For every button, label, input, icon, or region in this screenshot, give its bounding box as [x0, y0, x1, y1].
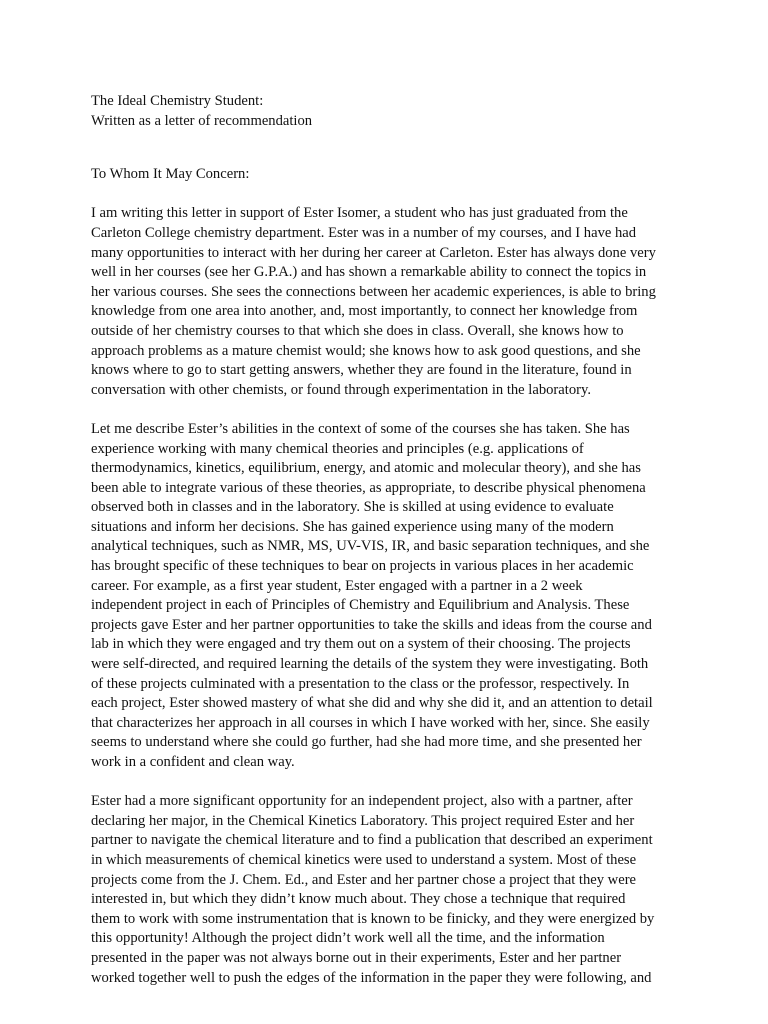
- paragraph-line: Ester had a more significant opportunity for an independent project, also with a partner, after: [91, 793, 633, 810]
- paragraph-line: Carleton College chemistry department. Ester was in a number of my courses, and I have had: [91, 224, 637, 241]
- paragraph-line: outside of her chemistry courses to that which she does in class. Overall, she knows how to: [91, 322, 624, 339]
- paragraph-line: each project, Ester showed mastery of what she did and why she did it, and an attention to detail: [91, 695, 653, 712]
- paragraph-line: been able to integrate various of these theories, as appropriate, to describe physical phenomena: [91, 479, 646, 496]
- paragraph-line: knowledge from one area into another, and, most importantly, to connect her knowledge from: [91, 303, 638, 320]
- paragraph-line: declaring her major, in the Chemical Kinetics Laboratory. This project required Ester and her: [91, 812, 635, 829]
- document-subtitle: Written as a letter of recommendation: [91, 112, 313, 129]
- paragraph-line: lab in which they were engaged and try them out on a system of their choosing. The projects: [91, 636, 631, 653]
- paragraph-line: situations and inform her decisions. She has gained experience using many of the modern: [91, 518, 614, 535]
- paragraph-line: them to work with some instrumentation that is known to be finicky, and they were energized by: [91, 910, 655, 927]
- paragraph-line: experience working with many chemical theories and principles (e.g. applications of: [91, 440, 584, 457]
- letter-body: [91, 92, 681, 988]
- paragraph-line: approach problems as a mature chemist would; she knows how to ask good questions, and she: [91, 342, 641, 359]
- paragraph-line: of these projects culminated with a presentation to the class or the professor, respectively. In: [91, 675, 630, 692]
- paragraph-line: her various courses. She sees the connections between her academic experiences, is able to bring: [91, 283, 656, 300]
- paragraph-line: interested in, but which they didn’t know much about. They chose a technique that required: [91, 891, 626, 908]
- paragraph-line: Let me describe Ester’s abilities in the context of some of the courses she has taken. She has: [91, 420, 630, 437]
- paragraph-line: analytical techniques, such as NMR, MS, UV-VIS, IR, and basic separation techniques, and she: [91, 538, 650, 555]
- paragraph-line: were self-directed, and required learning the details of the system they were investigating. Both: [91, 656, 649, 673]
- paragraph-line: well in her courses (see her G.P.A.) and has shown a remarkable ability to connect the topics in: [91, 264, 647, 281]
- paragraph-line: presented in the paper was not always borne out in their experiments, Ester and her partner: [91, 949, 622, 966]
- paragraph-line: partner to navigate the chemical literature and to find a publication that described an experiment: [91, 832, 653, 849]
- paragraph-line: work in a confident and clean way.: [91, 754, 295, 770]
- document-title: The Ideal Chemistry Student:: [91, 93, 264, 109]
- paragraph-2: [91, 420, 681, 773]
- paragraph-line: worked together well to push the edges of the information in the paper they were following, and: [91, 969, 652, 986]
- paragraph-line: I am writing this letter in support of Ester Isomer, a student who has just graduated from the: [91, 205, 628, 222]
- paragraph-line: in which measurements of chemical kinetics were used to understand a system. Most of these: [91, 851, 637, 868]
- paragraph-line: conversation with other chemists, or found through experimentation in the laboratory.: [91, 381, 591, 398]
- paragraph-line: projects gave Ester and her partner opportunities to take the skills and ideas from the course and: [91, 616, 652, 633]
- paragraph-line: many opportunities to interact with her during her career at Carleton. Ester has always done very: [91, 244, 656, 261]
- paragraph-line: career. For example, as a first year student, Ester engaged with a partner in a 2 week: [91, 577, 583, 594]
- paragraph-line: this opportunity! Although the project didn’t work well all the time, and the information: [91, 930, 605, 947]
- paragraph-line: projects come from the J. Chem. Ed., and Ester and her partner chose a project that they were: [91, 871, 637, 888]
- paragraph-line: seems to understand where she could go further, had she had more time, and she presented her: [91, 734, 642, 751]
- paragraph-line: has brought specific of these techniques to bear on projects in various places in her academic: [91, 558, 634, 575]
- paragraph-line: independent project in each of Principles of Chemistry and Equilibrium and Analysis. These: [91, 597, 630, 614]
- paragraph-line: observed both in classes and in the laboratory. She is skilled at using evidence to evaluate: [91, 499, 614, 516]
- paragraph-1: [91, 204, 681, 400]
- paragraph-3: [91, 792, 681, 988]
- paragraph-line: knows where to go to start getting answers, whether they are found in the literature, found in: [91, 362, 632, 379]
- paragraph-line: thermodynamics, kinetics, equilibrium, energy, and atomic and molecular theory), and she has: [91, 460, 641, 477]
- paragraph-line: that characterizes her approach in all courses in which I have worked with her, since. She easily: [91, 714, 650, 731]
- salutation: To Whom It May Concern:: [91, 166, 250, 183]
